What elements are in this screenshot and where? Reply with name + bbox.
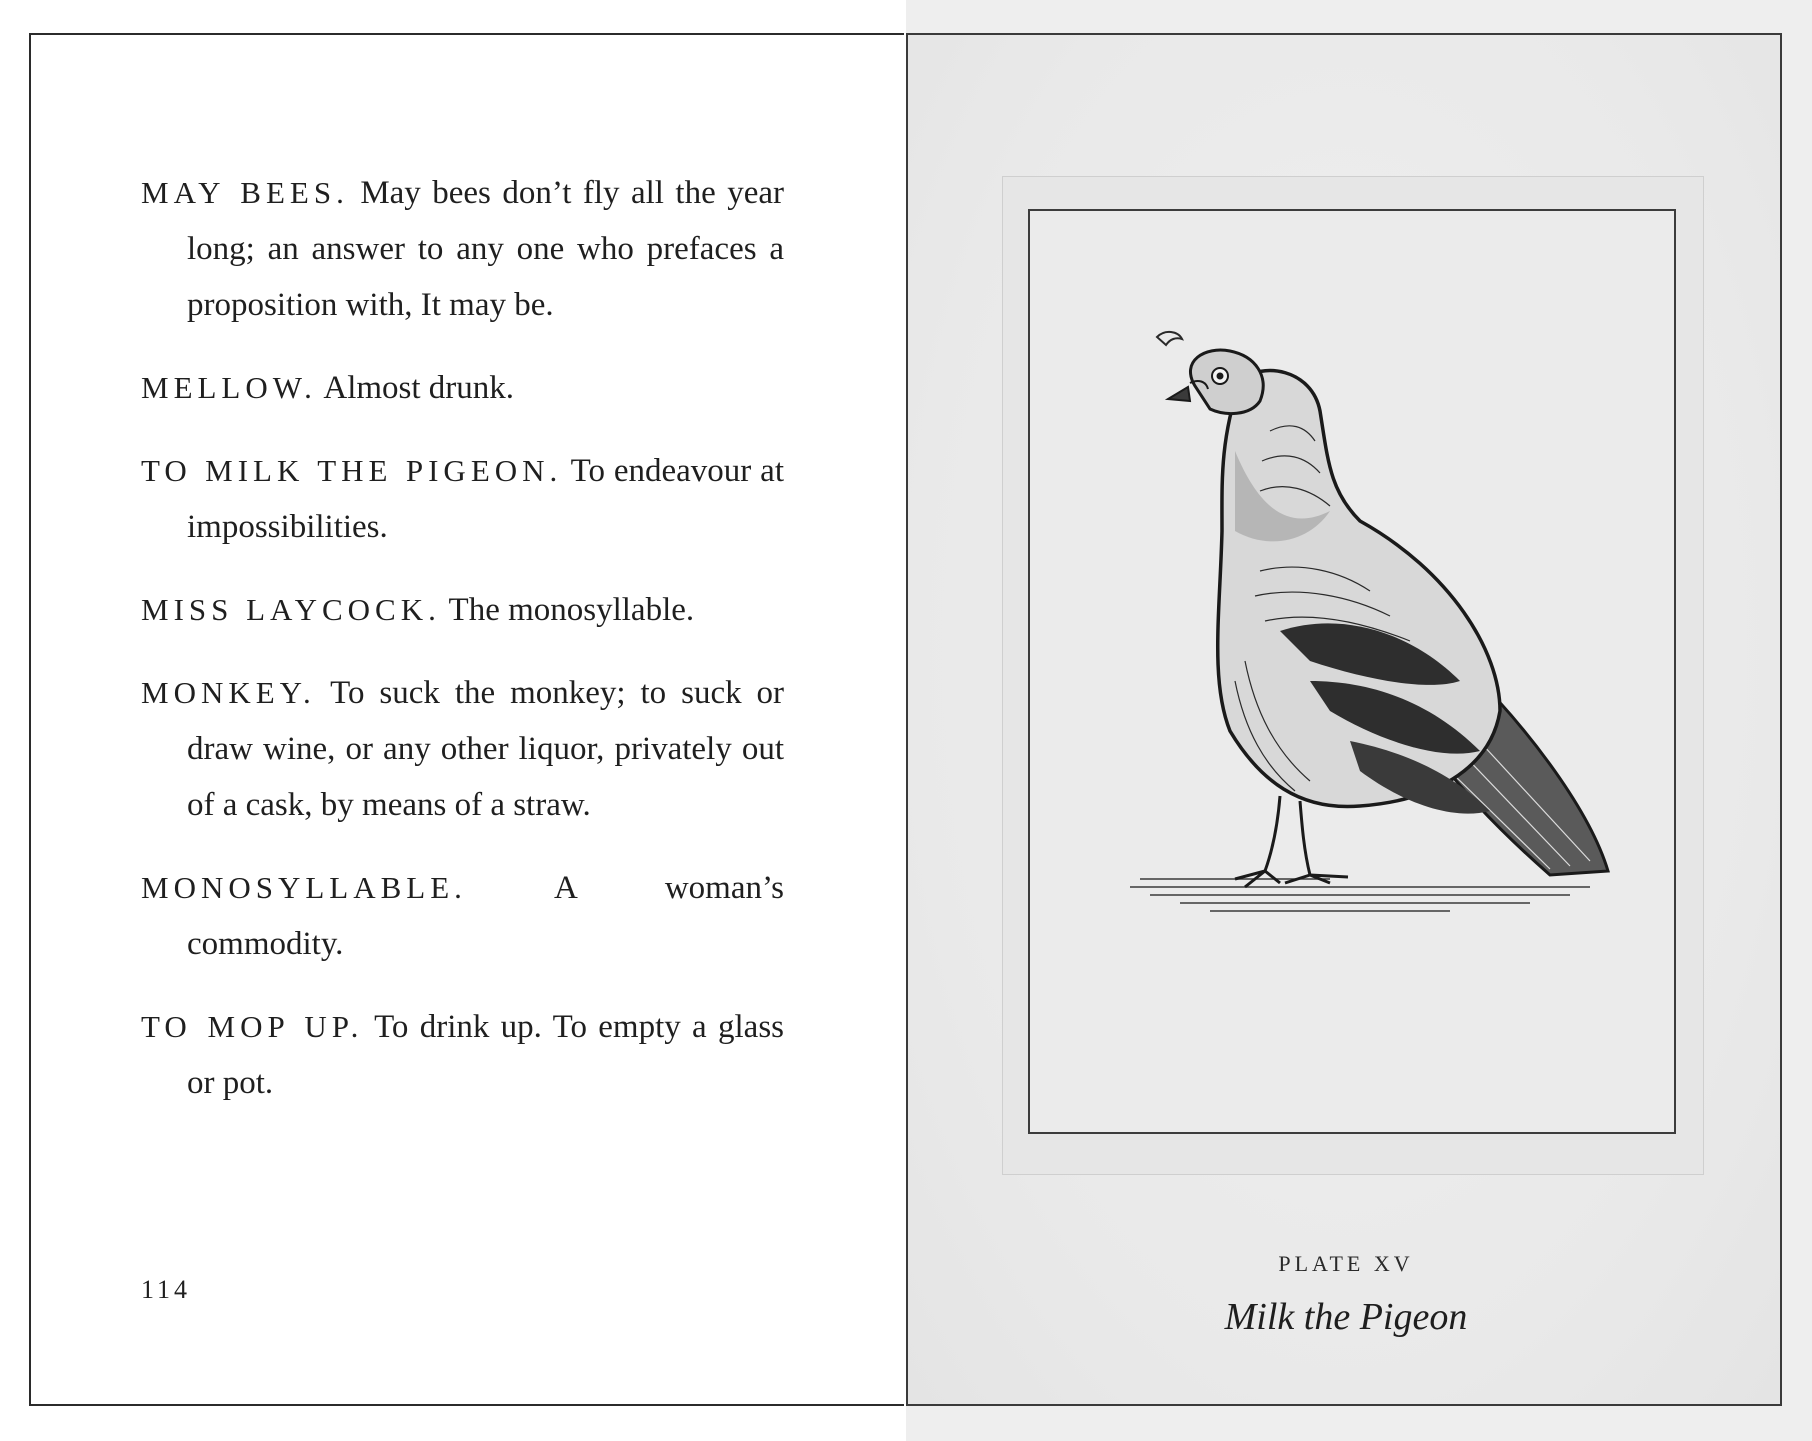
dictionary-entry (141, 165, 784, 333)
entry-definition: A woman’s commodity. (187, 870, 784, 962)
entry-definition: To suck the monkey; to suck or draw wine, or any other liquor, privately out of a cask, by means of a straw. (187, 675, 785, 823)
dictionary-entry (141, 443, 784, 555)
dictionary-entry (141, 999, 784, 1111)
entry-definition: To endeavour at impossibilities. (187, 453, 784, 545)
entry-definition: To drink up. To empty a glass or pot. (187, 1009, 785, 1101)
entry-headword: MONOSYLLABLE. (141, 870, 467, 905)
entry-headword: MAY BEES. (141, 175, 349, 210)
pigeon-engraving-icon (1030, 211, 1674, 1132)
dictionary-entry (141, 360, 784, 416)
dictionary-entry (141, 665, 784, 833)
entry-headword: MISS LAYCOCK. (141, 592, 441, 627)
entry-headword: MELLOW. (141, 370, 317, 405)
page-number: 114 (141, 1275, 192, 1304)
entry-definition: May bees don’t fly all the year long; an answer to any one who prefaces a proposition with, It may be. (187, 175, 784, 323)
plate-border (1028, 209, 1676, 1134)
left-page (0, 0, 904, 1441)
dictionary-entry (141, 860, 784, 972)
dictionary-entries (141, 165, 784, 1138)
plate-number: PLATE XV (1278, 1251, 1414, 1276)
entry-headword: TO MILK THE PIGEON. (141, 453, 563, 488)
entry-definition: Almost drunk. (323, 370, 515, 406)
dictionary-entry (141, 582, 784, 638)
plate-caption: Milk the Pigeon (1224, 1296, 1468, 1338)
entry-headword: TO MOP UP. (141, 1009, 364, 1044)
right-page-frame (906, 33, 1782, 1406)
right-page (906, 0, 1812, 1441)
entry-headword: MONKEY. (141, 675, 316, 710)
entry-definition: The monosyllable. (448, 592, 695, 628)
